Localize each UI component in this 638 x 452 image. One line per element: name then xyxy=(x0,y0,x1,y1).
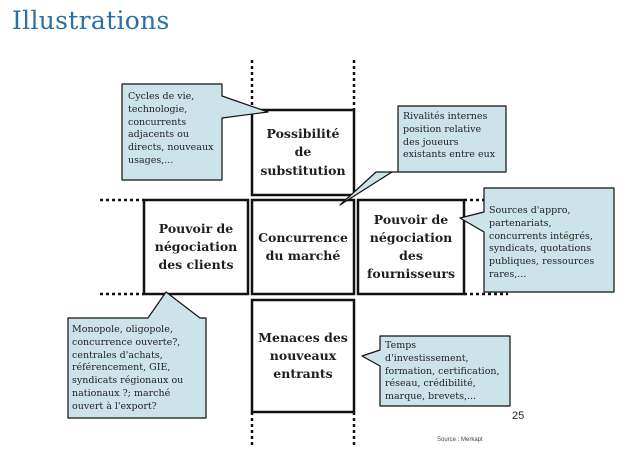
slide-title: Illustrations xyxy=(12,6,170,35)
bubble-entrants-text: Temps d'investissement, formation, certification, réseau, crédibilité, marque, brevets,... xyxy=(385,340,500,403)
bubble-suppliers-text: Sources d'appro, partenariats, concurrents intégrés, syndicats, quotations publiques, ressources rares,... xyxy=(489,205,595,281)
page-number: 25 xyxy=(512,410,525,422)
force-suppliers-label: Pouvoir de négociation des fournisseurs xyxy=(367,211,455,282)
force-substitution-label: Possibilité de substitution xyxy=(260,126,346,178)
force-center-label: Concurrence du marché xyxy=(258,229,348,263)
force-entrants-label: Menaces des nouveaux entrants xyxy=(258,329,348,382)
source-note: Source : Merkapt xyxy=(437,437,483,443)
force-clients-label: Pouvoir de négociation des clients xyxy=(154,220,238,273)
bubble-substitution-text: Cycles de vie, technologie, concurrents adjacents ou directs, nouveaux usages,... xyxy=(128,91,214,167)
bubble-clients-text: Monopole, oligopole, concurrence ouverte?, centrales d'achats, référencement, GIE, syndicats régionaux ou nationaux ?; marché ouvert à l'export? xyxy=(72,324,184,412)
bubble-rivalry-text: Rivalités internes position relative des joueurs existants entre eux xyxy=(403,111,496,161)
